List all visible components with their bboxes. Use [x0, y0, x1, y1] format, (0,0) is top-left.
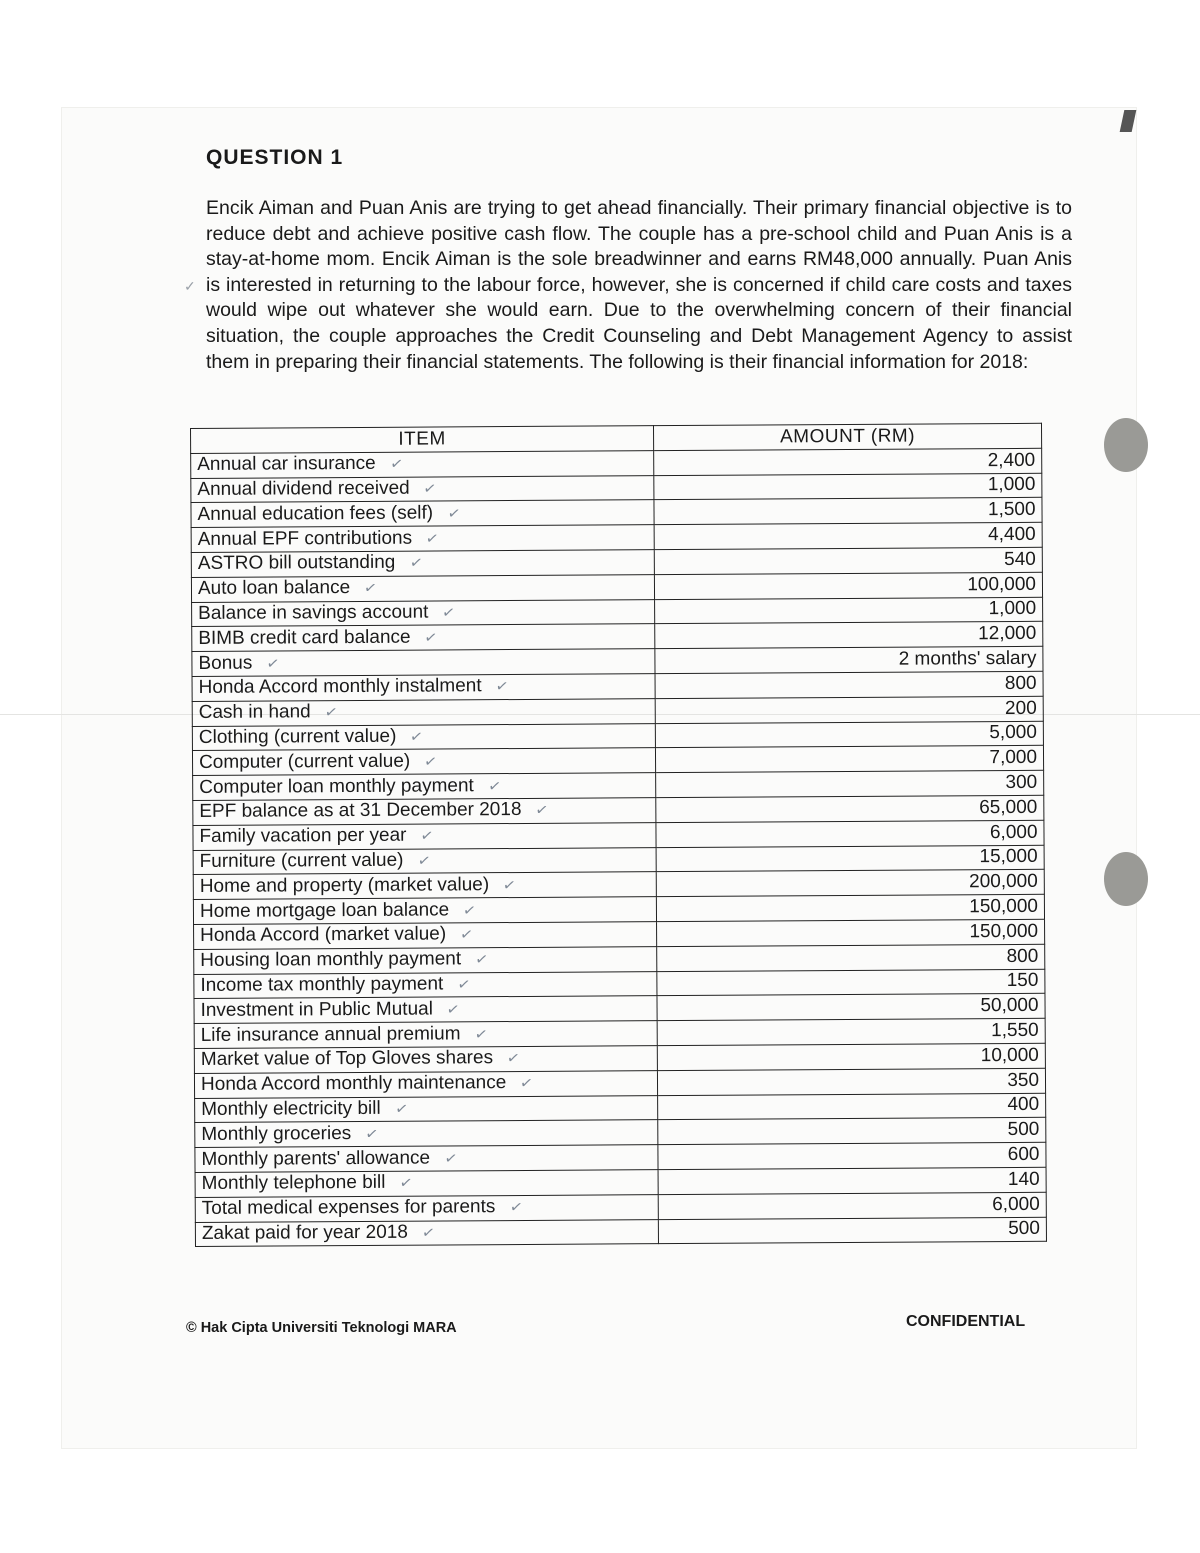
amount-cell: 10,000	[657, 1043, 1045, 1070]
item-label: Clothing (current value)	[198, 725, 397, 748]
check-mark-icon: ✓	[534, 801, 550, 821]
item-cell	[192, 599, 655, 627]
item-cell	[194, 1070, 657, 1098]
item-cell	[193, 822, 656, 850]
check-mark-icon: ✓	[445, 504, 462, 524]
amount-cell: 500	[658, 1217, 1046, 1244]
amount-cell: 800	[657, 944, 1045, 971]
item-label: Zakat paid for year 2018	[201, 1221, 408, 1244]
item-cell	[191, 525, 654, 553]
amount-cell: 1,550	[657, 1018, 1045, 1045]
amount-cell: 2,400	[654, 448, 1042, 475]
item-cell	[195, 1194, 658, 1222]
item-label: Auto loan balance	[197, 577, 351, 600]
item-label: Annual dividend received	[197, 477, 410, 500]
check-mark-icon: ✓	[445, 1000, 461, 1020]
paragraph-text: Encik Aiman and Puan Anis are trying to get ahead financially. Their primary financial objective is to reduce debt and achieve positive cash flow. The couple has a pre-school child and Puan Anis is a stay-at-home mom. Encik Aiman is the sole breadwinner and earns RM48,000 annually. Puan Anis is interested in returning to the labour force, however, she is concerned if child care costs and taxes would wipe out whatever she would earn. Due to the overwhelming concern of their financial situation, the couple approaches the Credit Counseling and Debt Management Agency to assist them in preparing their financial statements. The following is their financial information for 2018:	[206, 197, 1072, 373]
item-label: Computer (current value)	[198, 750, 411, 773]
item-label: Annual EPF contributions	[197, 527, 413, 550]
check-mark-icon: ✓	[388, 455, 404, 474]
check-mark-icon: ✓	[184, 278, 196, 294]
item-label: Home and property (market value)	[199, 873, 490, 897]
check-mark-icon: ✓	[393, 1099, 409, 1119]
item-cell	[192, 649, 655, 677]
item-cell	[191, 550, 654, 578]
item-column-header: ITEM	[191, 426, 654, 454]
check-mark-icon: ✓	[420, 1223, 436, 1243]
item-label: Life insurance annual premium	[200, 1022, 461, 1046]
item-label: Furniture (current value)	[199, 849, 404, 872]
item-label: ASTRO bill outstanding	[197, 552, 396, 575]
question-paragraph	[184, 196, 1072, 375]
check-mark-icon: ✓	[508, 1198, 524, 1218]
check-mark-icon: ✓	[505, 1049, 522, 1069]
check-mark-icon: ✓	[416, 851, 432, 871]
check-mark-icon: ✓	[423, 628, 439, 648]
check-mark-icon: ✓	[442, 1148, 459, 1168]
item-cell	[195, 1170, 658, 1198]
check-mark-icon: ✓	[473, 1024, 489, 1044]
item-label: BIMB credit card balance	[198, 626, 411, 649]
amount-cell: 4,400	[654, 522, 1042, 549]
item-label: Honda Accord monthly maintenance	[200, 1072, 507, 1096]
item-label: Investment in Public Mutual	[200, 998, 433, 1021]
item-label: Computer loan monthly payment	[199, 774, 474, 798]
item-cell	[194, 1021, 657, 1049]
item-label: Income tax monthly payment	[200, 973, 444, 996]
item-label: Market value of Top Gloves shares	[200, 1047, 494, 1071]
amount-cell: 540	[654, 547, 1042, 574]
item-cell	[191, 500, 654, 528]
check-mark-icon: ✓	[408, 554, 424, 573]
item-cell	[195, 1219, 658, 1247]
item-label: Total medical expenses for parents	[201, 1196, 496, 1220]
amount-cell: 300	[656, 770, 1044, 797]
confidential-label: CONFIDENTIAL	[906, 1313, 1026, 1330]
amount-cell: 600	[658, 1142, 1046, 1169]
item-label: Bonus	[198, 652, 253, 674]
item-cell	[193, 847, 656, 875]
check-mark-icon: ✓	[398, 1174, 414, 1193]
question-heading: QUESTION 1	[206, 146, 344, 169]
amount-cell: 6,000	[656, 820, 1044, 847]
amount-cell: 1,500	[654, 498, 1042, 525]
item-cell	[194, 946, 657, 974]
check-mark-icon: ✓	[458, 925, 475, 945]
check-mark-icon: ✓	[518, 1074, 535, 1094]
check-mark-icon: ✓	[494, 677, 510, 697]
amount-cell: 1,000	[655, 597, 1043, 624]
item-cell	[192, 723, 655, 751]
item-cell	[195, 1095, 658, 1123]
item-label: Monthly telephone bill	[201, 1172, 386, 1195]
item-cell	[191, 475, 654, 503]
check-mark-icon: ✓	[419, 826, 435, 846]
item-cell	[193, 872, 656, 900]
item-cell	[194, 922, 657, 950]
amount-cell: 15,000	[656, 845, 1044, 872]
item-label: Annual education fees (self)	[197, 502, 434, 525]
check-mark-icon: ✓	[486, 776, 502, 796]
item-cell	[193, 897, 656, 925]
check-mark-icon: ✓	[409, 727, 425, 747]
punch-hole	[1104, 418, 1148, 472]
item-label: Annual car insurance	[197, 453, 376, 476]
item-label: Honda Accord monthly instalment	[198, 675, 482, 699]
amount-cell: 140	[658, 1167, 1046, 1194]
item-cell	[191, 450, 654, 478]
amount-cell: 350	[657, 1068, 1045, 1095]
check-mark-icon: ✓	[364, 1124, 380, 1144]
check-mark-icon: ✓	[422, 752, 439, 772]
item-label: Monthly groceries	[201, 1122, 352, 1145]
amount-cell: 6,000	[658, 1192, 1046, 1219]
amount-cell: 1,000	[654, 473, 1042, 500]
item-label: Honda Accord (market value)	[200, 923, 447, 947]
check-mark-icon: ✓	[461, 900, 478, 920]
amount-cell: 5,000	[655, 721, 1043, 748]
amount-cell: 200	[655, 696, 1043, 723]
check-mark-icon: ✓	[424, 529, 441, 549]
amount-cell: 2 months' salary	[655, 646, 1043, 673]
item-cell	[191, 574, 654, 602]
item-cell	[194, 1046, 657, 1074]
item-label: Family vacation per year	[199, 824, 407, 848]
copyright-notice: © Hak Cipta Universiti Teknologi MARA	[186, 1320, 457, 1336]
amount-cell: 400	[658, 1093, 1046, 1120]
item-cell	[193, 798, 656, 826]
item-cell	[192, 748, 655, 776]
amount-cell: 200,000	[656, 870, 1044, 897]
item-cell	[193, 773, 656, 801]
item-cell	[195, 1120, 658, 1148]
financial-info-table	[190, 423, 1047, 1247]
amount-cell: 100,000	[654, 572, 1042, 599]
amount-cell: 800	[655, 671, 1043, 698]
amount-cell: 7,000	[655, 746, 1043, 773]
amount-cell: 150,000	[657, 919, 1045, 946]
item-cell	[192, 674, 655, 702]
amount-column-header: AMOUNT (RM)	[653, 423, 1041, 450]
item-cell	[195, 1145, 658, 1173]
check-mark-icon: ✓	[441, 603, 457, 623]
item-label: Monthly parents' allowance	[201, 1147, 431, 1170]
table-row	[195, 1217, 1046, 1247]
check-mark-icon: ✓	[422, 479, 438, 499]
check-mark-icon: ✓	[362, 579, 379, 599]
item-label: Monthly electricity bill	[201, 1097, 381, 1120]
punch-hole	[1104, 852, 1148, 906]
item-cell	[192, 624, 655, 652]
check-mark-icon: ✓	[323, 703, 339, 723]
amount-cell: 150,000	[656, 894, 1044, 921]
item-label: Home mortgage loan balance	[199, 898, 450, 922]
item-label: Cash in hand	[198, 701, 311, 724]
check-mark-icon: ✓	[265, 654, 281, 674]
check-mark-icon: ✓	[501, 875, 518, 895]
amount-cell: 150	[657, 969, 1045, 996]
item-cell	[194, 971, 657, 999]
amount-cell: 65,000	[656, 795, 1044, 822]
item-cell	[194, 996, 657, 1024]
item-label: Balance in savings account	[198, 601, 429, 624]
check-mark-icon: ✓	[473, 950, 490, 970]
amount-cell: 500	[658, 1118, 1046, 1145]
check-mark-icon: ✓	[456, 975, 472, 995]
item-cell	[192, 698, 655, 726]
amount-cell: 50,000	[657, 994, 1045, 1021]
item-label: EPF balance as at 31 December 2018	[199, 799, 522, 823]
item-label: Housing loan monthly payment	[200, 948, 462, 972]
amount-cell: 12,000	[655, 622, 1043, 649]
